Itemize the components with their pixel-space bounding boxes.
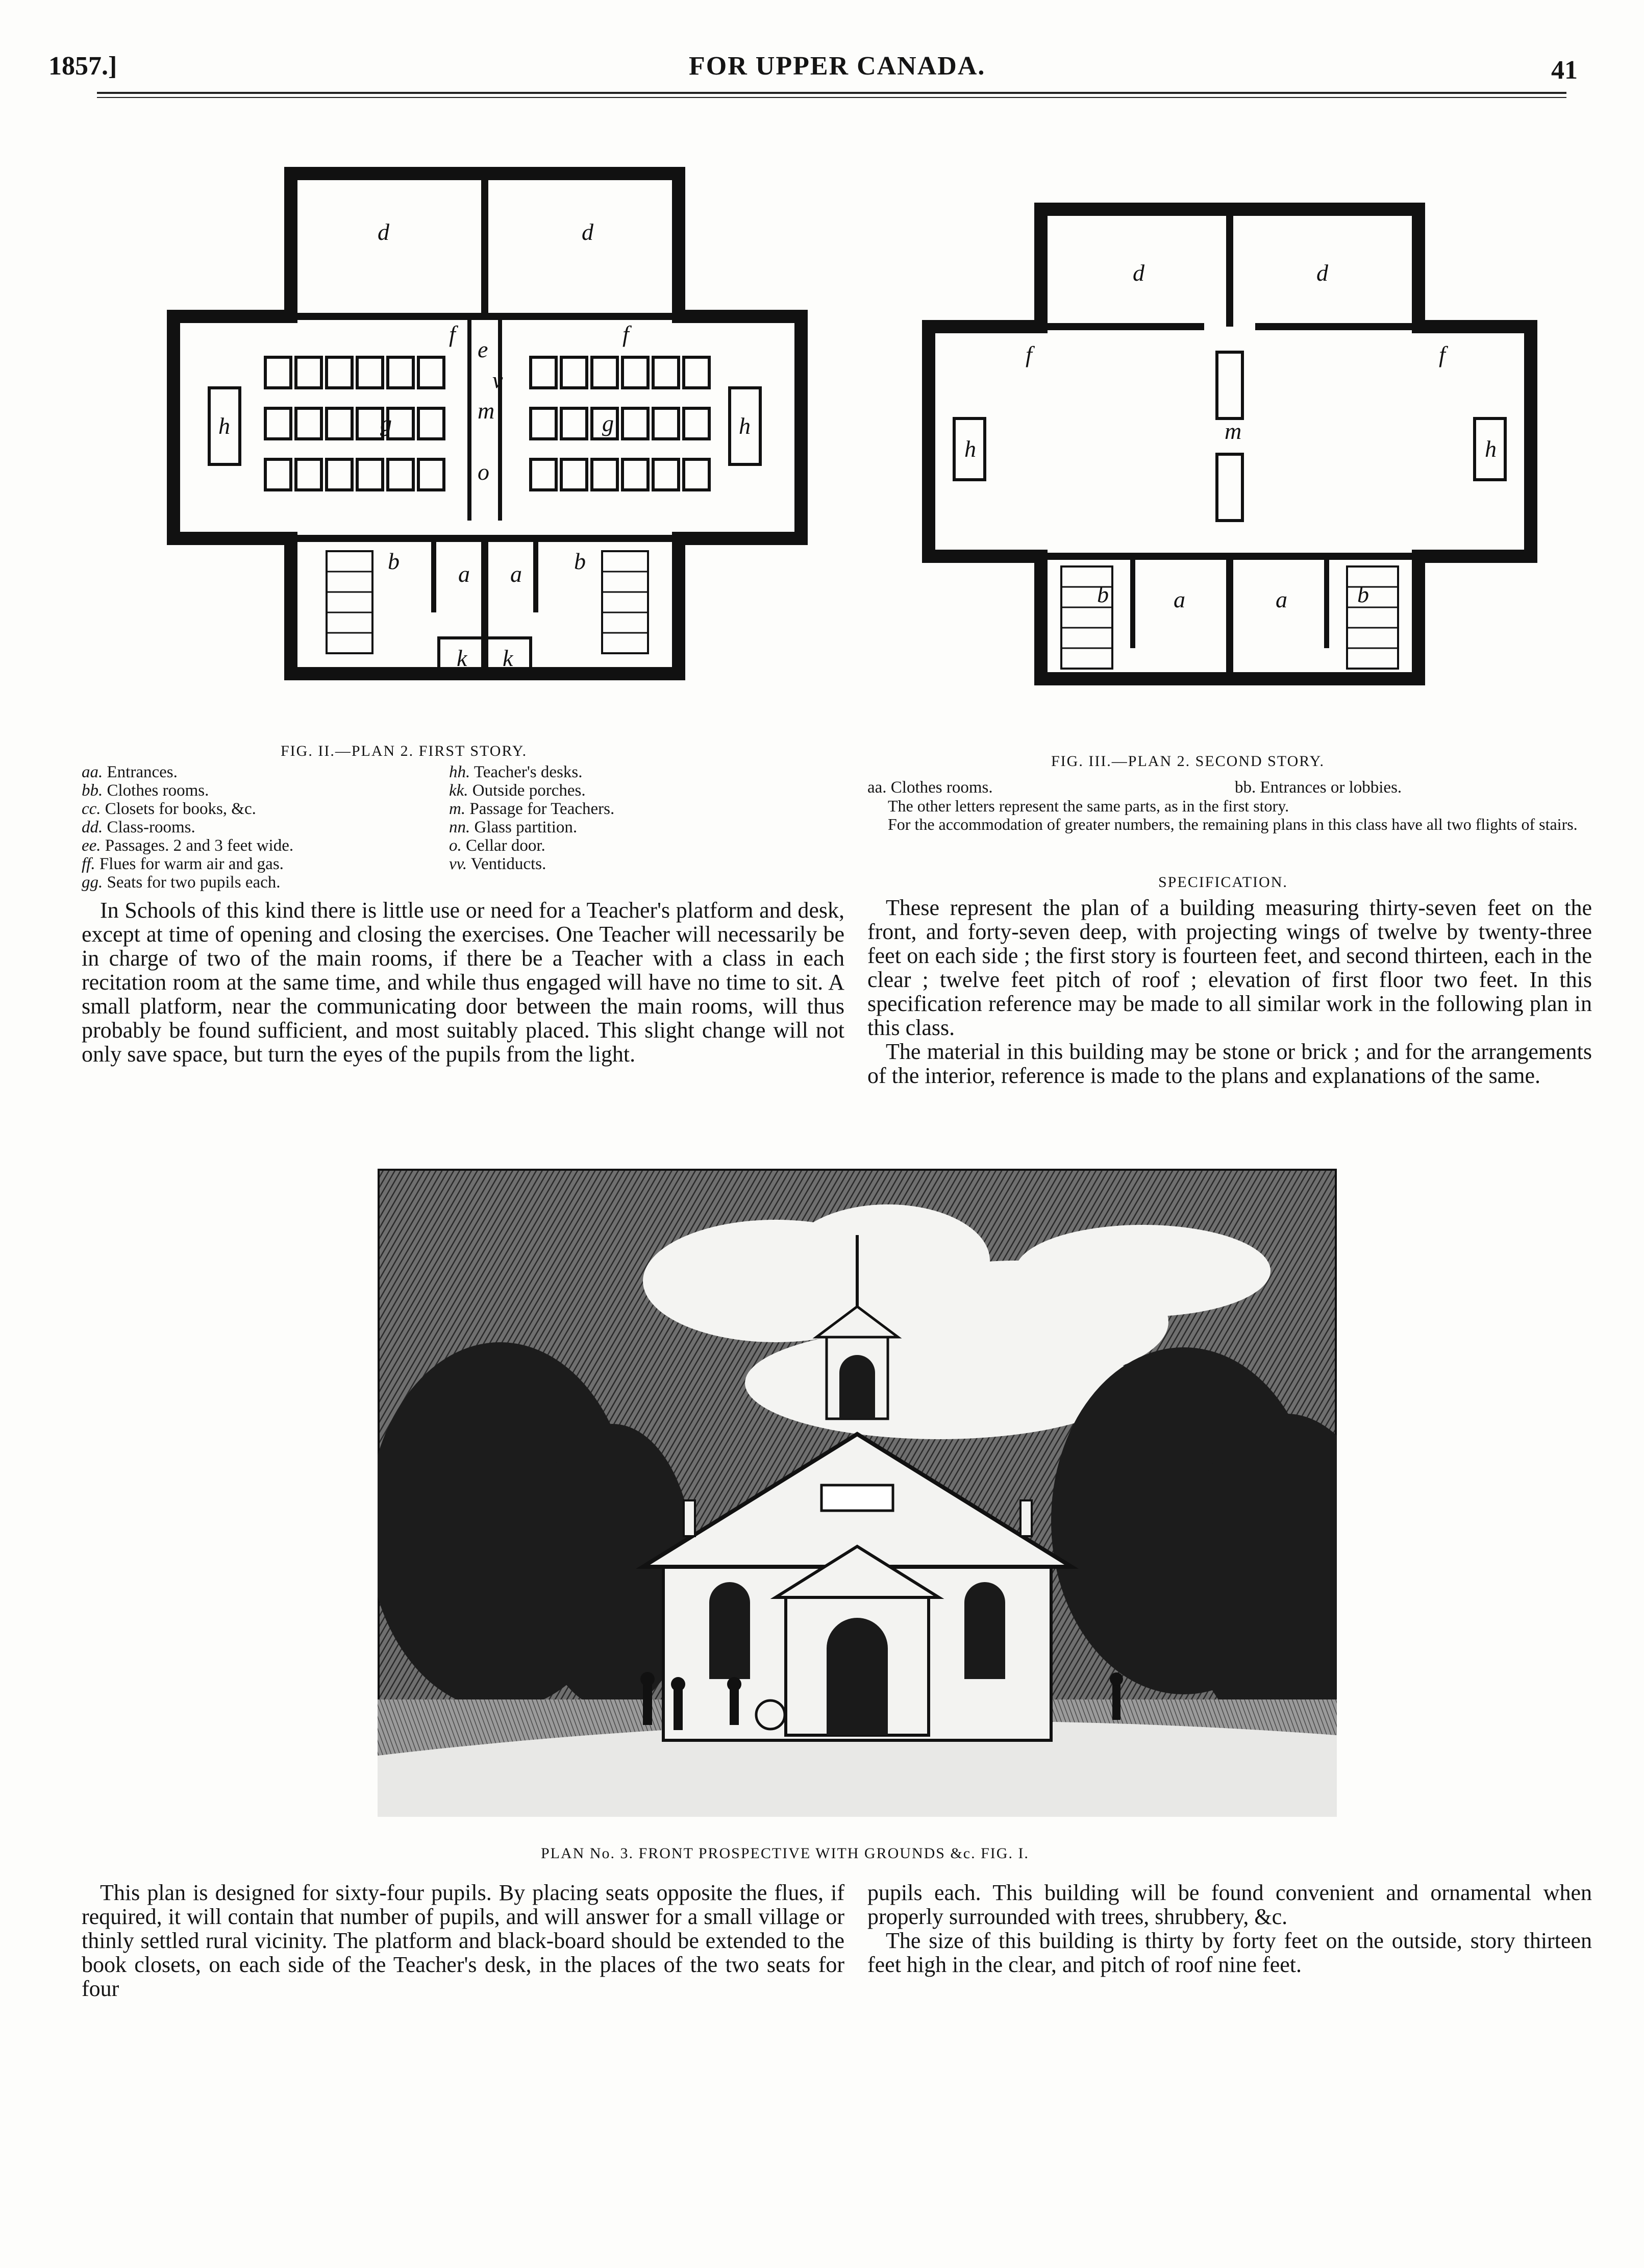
legend-item: aa. Entrances. [82, 763, 178, 781]
legend-item: hh. Teacher's desks. [449, 763, 583, 781]
fig3-note: For the accommodation of greater numbers, the remaining plans in this class have all two flights of stairs. [888, 815, 1578, 833]
room-label-h: h [964, 436, 976, 462]
room-label-v: v [492, 367, 503, 393]
room-label-b: b [1097, 581, 1109, 607]
fig3-legend-aa: aa. Clothes rooms. [867, 778, 993, 797]
legend-item: kk. Outside porches. [449, 781, 586, 800]
legend-item: dd. Class-rooms. [82, 818, 195, 836]
fig2-caption: FIG. II.—PLAN 2. FIRST STORY. [281, 743, 528, 759]
room-label-h: h [1485, 436, 1497, 462]
room-label-d: d [1316, 260, 1328, 286]
room-label-d: d [1133, 260, 1144, 286]
legend-item: bb. Clothes rooms. [82, 781, 209, 800]
fig3-note: The other letters represent the same parts, as in the first story. [888, 797, 1289, 815]
room-label-f: f [449, 321, 456, 347]
header-rule-thin [97, 97, 1566, 98]
room-label-g: g [380, 410, 392, 436]
fig3-legend-bb: bb. Entrances or lobbies. [1235, 778, 1402, 797]
room-label-b: b [388, 548, 400, 574]
fig2-legend-right [449, 763, 614, 873]
legend-item: ee. Passages. 2 and 3 feet wide. [82, 836, 294, 855]
specification-text: These represent the plan of a building measuring thirty-seven feet on the front, and forty-seven deep, with projecting wings of twelve by twenty-three feet on each side ; the first story is fourteen feet, and second thirteen, each in the clear ; twelve feet pitch of roof ; elevation of first floor two feet. In this specification reference may be made to all similar work in the following plan in this class. The material in this building may be stone or brick ; and for the arrangements of the interior, reference is made to the plans and explanations of the same. [867, 895, 1592, 1088]
room-label-k: k [457, 645, 467, 671]
schoolhouse-engraving [378, 1169, 1337, 1817]
room-label-m: m [478, 398, 495, 424]
room-label-d: d [582, 219, 593, 245]
room-label-h: h [218, 413, 230, 439]
header-rule [97, 92, 1566, 94]
room-label-b: b [1357, 581, 1369, 607]
room-label-h: h [739, 413, 751, 439]
room-label-f: f [1439, 341, 1446, 367]
room-label-e: e [478, 336, 488, 362]
legend-item: ff. Flues for warm air and gas. [82, 855, 284, 873]
header-title: FOR UPPER CANADA. [689, 52, 986, 81]
page-number: 41 [1551, 56, 1578, 85]
room-label-o: o [478, 459, 489, 485]
room-label-b: b [574, 548, 586, 574]
room-label-a: a [1174, 586, 1185, 612]
room-label-d: d [378, 219, 389, 245]
specification-heading: SPECIFICATION. [1158, 874, 1288, 891]
legend-item: cc. Closets for books, &c. [82, 800, 256, 818]
floor-plan-first-story [163, 163, 827, 684]
room-label-g: g [602, 410, 614, 436]
fig2-legend-left [82, 763, 293, 892]
room-label-k: k [503, 645, 513, 671]
fig3-caption: FIG. III.—PLAN 2. SECOND STORY. [1051, 753, 1325, 770]
left-column-paragraph: In Schools of this kind there is little use or need for a Teacher's platform and desk, except at time of opening and closing the exercises. One Teacher will necessarily be in charge of two of the main rooms, if there be a Teacher with a class in each recitation room at the same time, and while thus engaged will have no time to sit. A small platform, near the communicating door between the main rooms, will thus probably be found sufficient, and most suitably placed. This slight change will not only save space, but turn the eyes of the pupils from the light. [82, 898, 844, 1067]
legend-item: vv. Ventiducts. [449, 855, 546, 873]
legend-item: gg. Seats for two pupils each. [82, 873, 281, 892]
room-label-a: a [510, 561, 522, 587]
room-label-m: m [1225, 418, 1242, 444]
room-label-f: f [1026, 341, 1032, 367]
plan3-right-text: pupils each. This building will be found convenient and ornamental when properly surrounded with trees, shrubbery, &c. The size of this building is thirty by forty feet on the outside, story thirteen feet high in the clear, and pitch of roof nine feet. [867, 1880, 1592, 1977]
floor-plan-second-story [908, 199, 1541, 689]
room-label-a: a [458, 561, 470, 587]
room-label-a: a [1276, 586, 1287, 612]
header-year: 1857.] [48, 52, 117, 81]
room-label-f: f [622, 321, 629, 347]
legend-item: nn. Glass partition. [449, 818, 578, 836]
legend-item: o. Cellar door. [449, 836, 545, 855]
plan3-caption: PLAN No. 3. FRONT PROSPECTIVE WITH GROUNDS &c. FIG. I. [541, 1845, 1029, 1862]
legend-item: m. Passage for Teachers. [449, 800, 615, 818]
plan3-left-text: This plan is designed for sixty-four pupils. By placing seats opposite the flues, if required, it will contain that number of pupils, and will answer for a small village or thinly settled rural vicinity. The platform and black-board should be extended to the book closets, on each side of the Teacher's desk, in the places of the two seats for four [82, 1880, 844, 2001]
